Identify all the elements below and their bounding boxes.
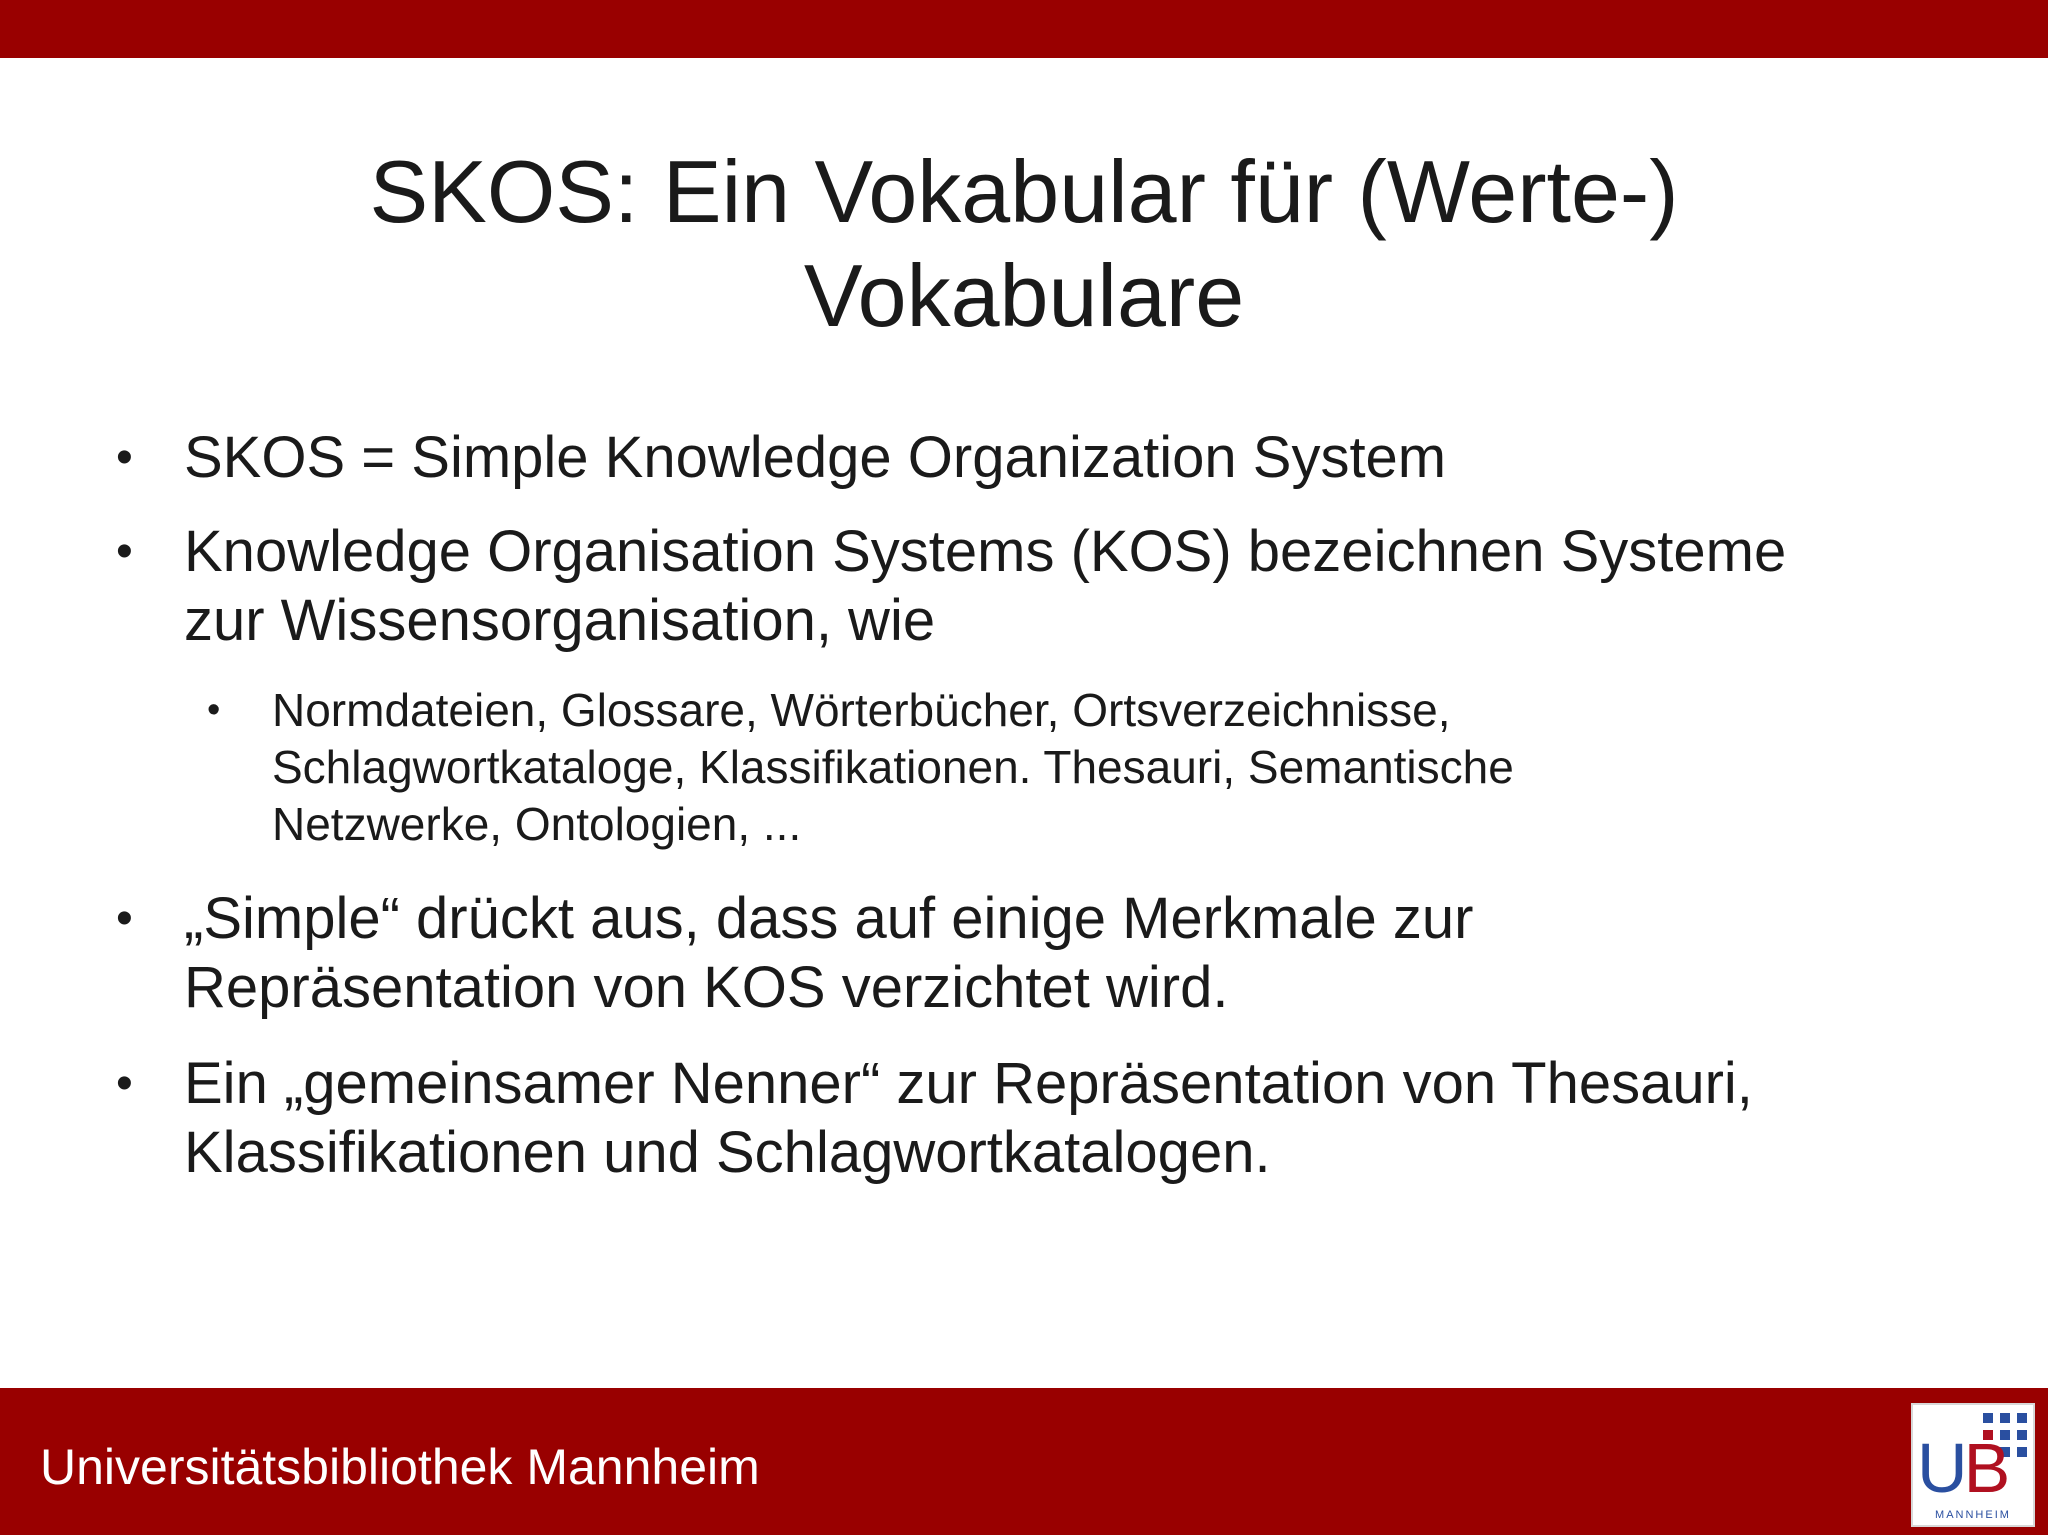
bullet-item-simple-meaning bbox=[184, 884, 1984, 1022]
bullet-line: zur Wissensorganisation, wie bbox=[184, 588, 936, 653]
slide-title-line-2: Vokabulare bbox=[803, 246, 1245, 345]
bullet-line: • Knowledge Organisation Systems (KOS) bezeichnen Systeme bbox=[184, 519, 1787, 584]
bullet-line: • SKOS = Simple Knowledge Organization System bbox=[184, 425, 1447, 490]
bullet-item-skos-definition bbox=[184, 423, 1984, 492]
top-band bbox=[0, 0, 2048, 58]
footer-institution: Universitätsbibliothek Mannheim bbox=[40, 1439, 760, 1495]
sub-bullet-item-kos-examples bbox=[272, 682, 1742, 853]
bullet-line: Repräsentation von KOS verzichtet wird. bbox=[184, 955, 1229, 1020]
logo-letter-b: B bbox=[1963, 1429, 2007, 1507]
slide-title bbox=[0, 140, 2048, 348]
sub-bullet-line: Schlagwortkataloge, Klassifikationen. Thesauri, Semantische bbox=[272, 741, 1514, 793]
bullet-item-common-denominator bbox=[184, 1049, 1984, 1187]
ub-mannheim-logo-icon bbox=[1911, 1403, 2035, 1527]
sub-bullet-line: • Normdateien, Glossare, Wörterbücher, Ortsverzeichnisse, bbox=[272, 684, 1451, 736]
bullet-item-kos-description bbox=[184, 517, 1984, 655]
logo-letters bbox=[1917, 1429, 2007, 1507]
logo-letter-u: U bbox=[1917, 1429, 1964, 1507]
sub-bullet-line: Netzwerke, Ontologien, ... bbox=[272, 798, 802, 850]
slide-title-line-1: SKOS: Ein Vokabular für (Werte-) bbox=[369, 142, 1679, 241]
bullet-line: • „Simple“ drückt aus, dass auf einige Merkmale zur bbox=[184, 886, 1474, 951]
logo-subtitle: MANNHEIM bbox=[1935, 1509, 2011, 1521]
bullet-line: • Ein „gemeinsamer Nenner“ zur Repräsentation von Thesauri, bbox=[184, 1051, 1753, 1116]
bullet-line: Klassifikationen und Schlagwortkatalogen. bbox=[184, 1120, 1271, 1185]
